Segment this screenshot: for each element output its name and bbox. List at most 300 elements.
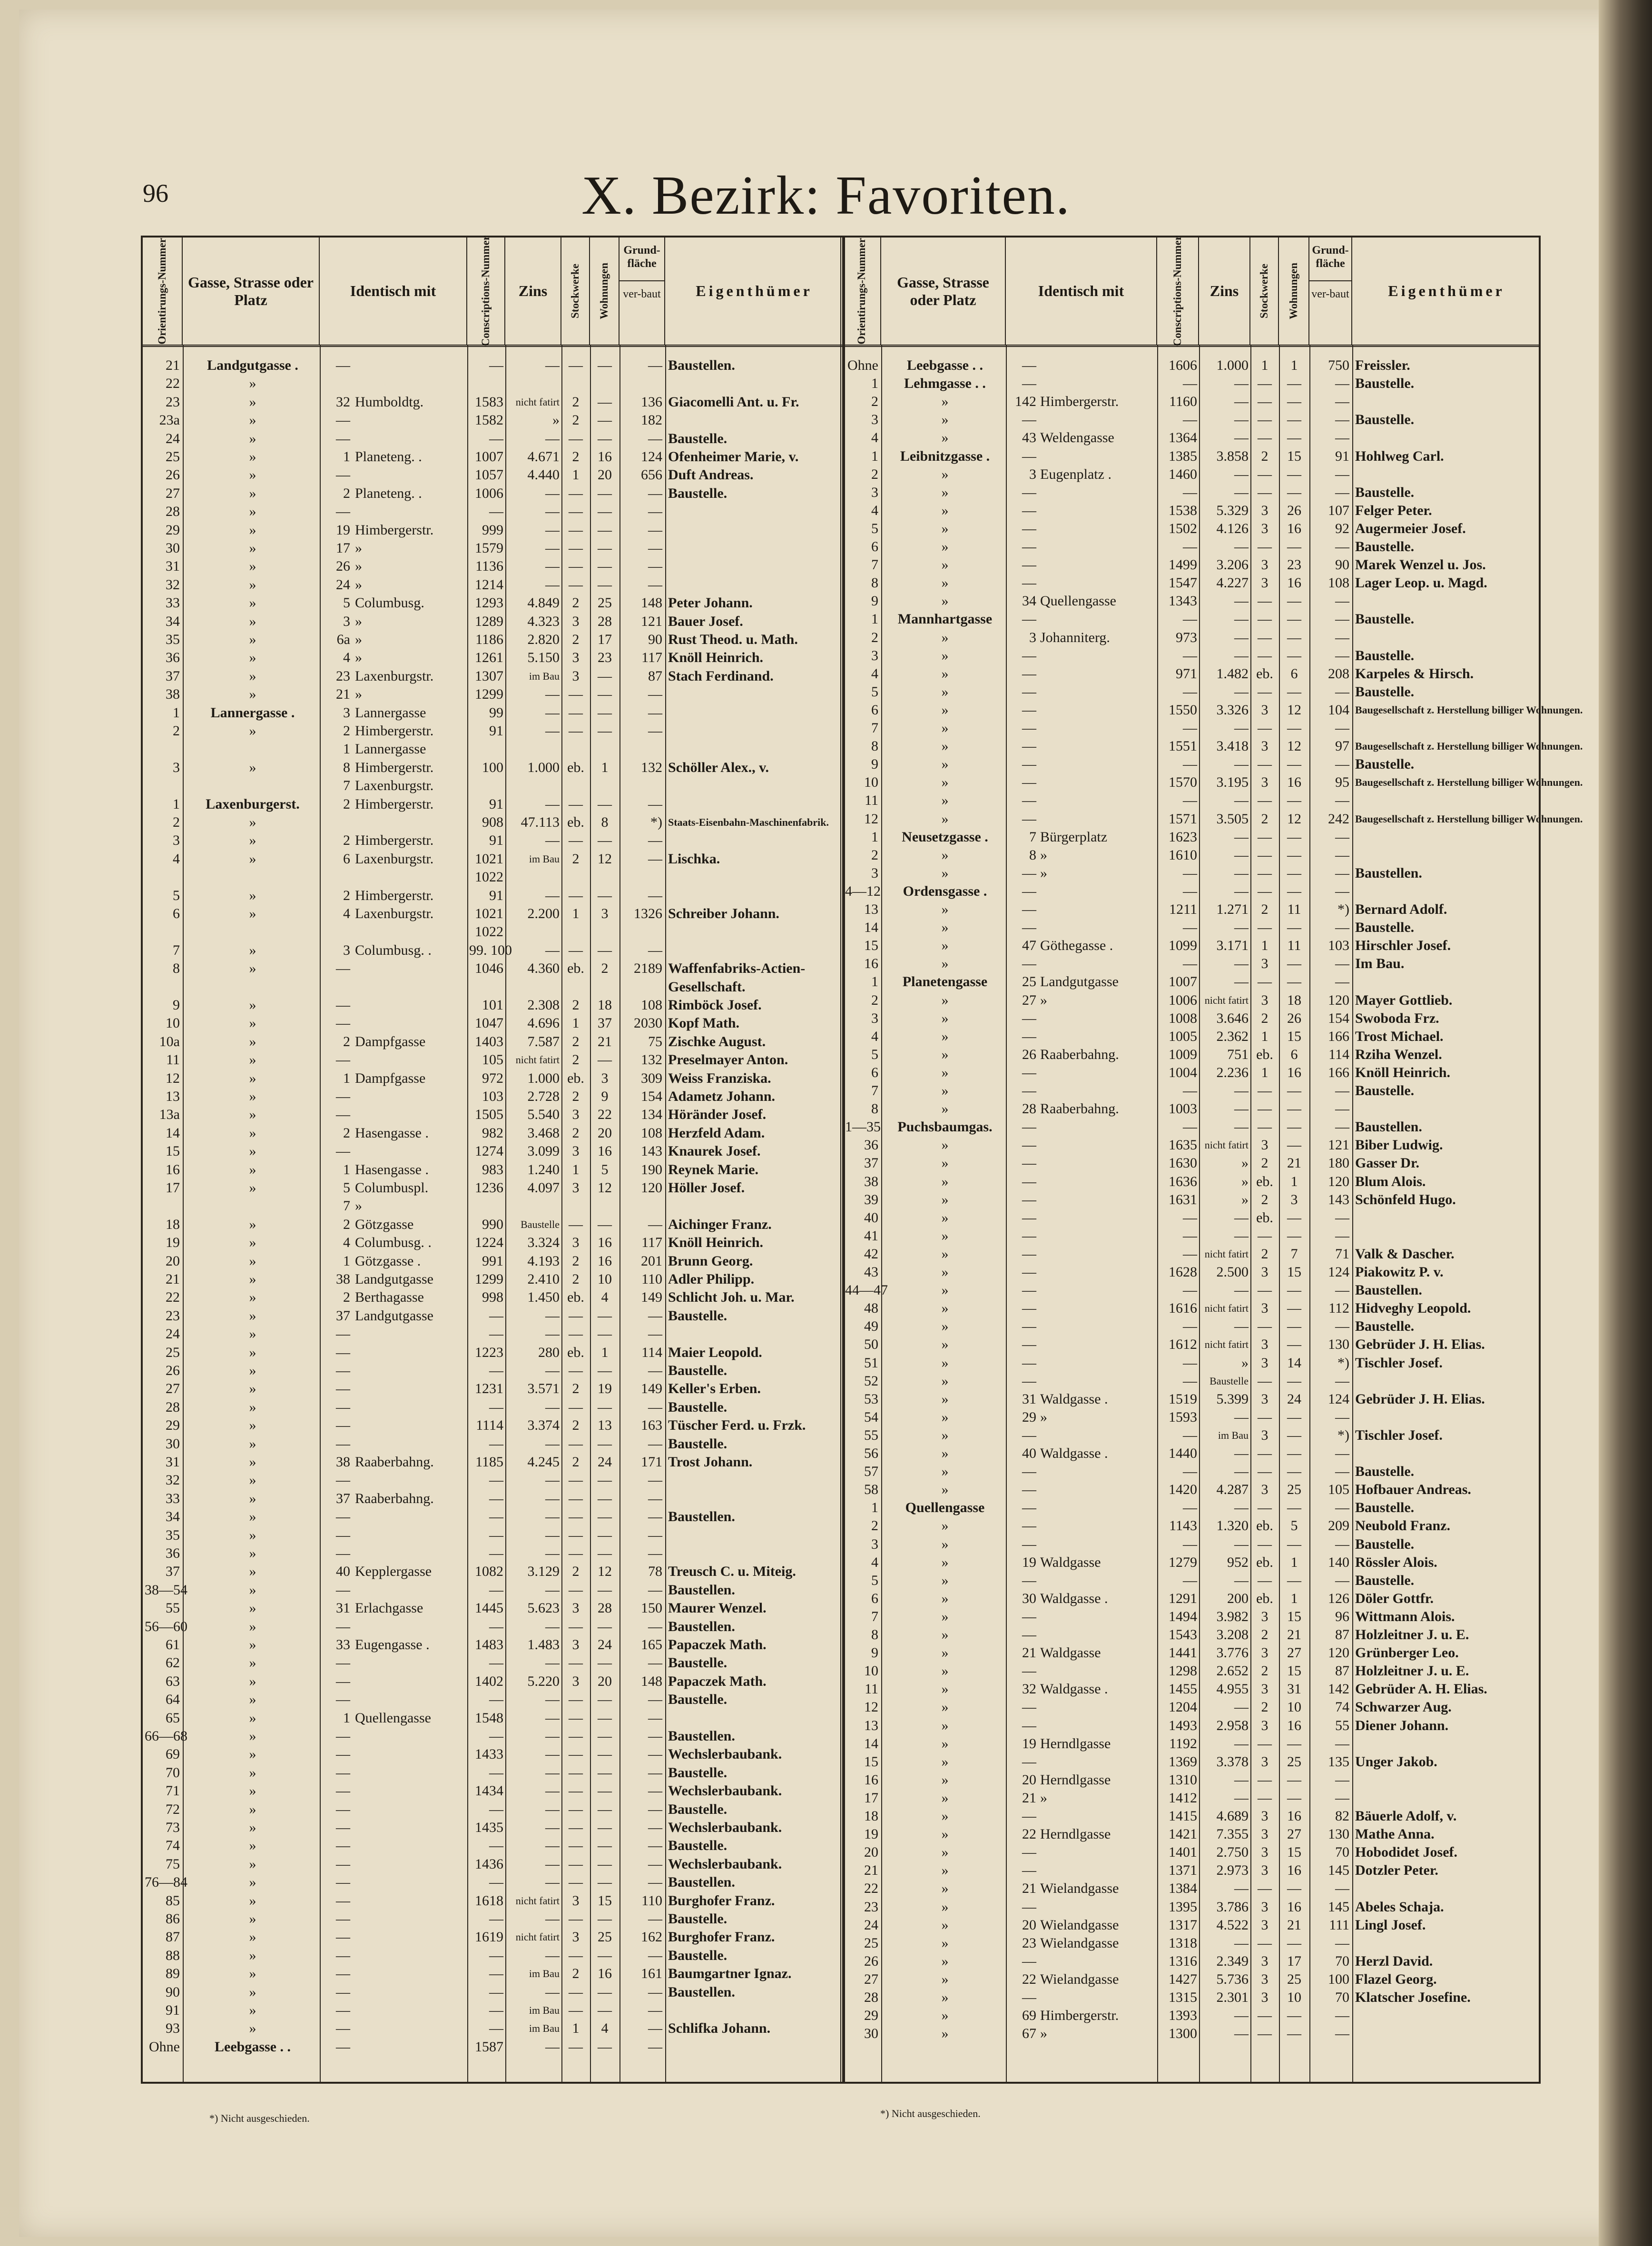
cell-gasse: » <box>941 1880 949 1897</box>
cell-identisch-gasse <box>355 503 465 521</box>
table-row <box>143 1307 843 1325</box>
header-eigenthuemer: Eigenthümer <box>696 282 813 300</box>
table-row <box>143 1581 843 1599</box>
cell-gasse: » <box>941 1427 949 1443</box>
table-row <box>843 1880 1539 1898</box>
cell-zins: im Bau <box>1218 1429 1249 1441</box>
cell-identisch-gasse <box>1040 1861 1155 1880</box>
cell-gasse: » <box>941 1554 949 1570</box>
cell-conscription: 1587 <box>475 2038 503 2055</box>
cell-zins: — <box>1234 1409 1249 1425</box>
cell-orientierung: 10 <box>864 1663 878 1679</box>
cell-zins: nicht fatirt <box>515 1054 560 1066</box>
cell-zins: — <box>545 1820 560 1835</box>
table-row <box>143 759 843 777</box>
table-row <box>843 828 1539 846</box>
cell-identisch-nr: — <box>1022 1083 1036 1098</box>
cell-eigenthuemer <box>668 2038 841 2056</box>
cell-zins: 2.349 <box>1216 1953 1249 1969</box>
cell-conscription: 1493 <box>1169 1717 1197 1733</box>
cell-gasse: » <box>941 1336 949 1353</box>
cell-wohnungen: 23 <box>598 650 612 666</box>
cell-identisch-nr <box>322 868 350 886</box>
cell-gasse: » <box>941 647 949 663</box>
cell-stockwerke: — <box>569 522 583 538</box>
cell-gasse: » <box>249 1490 256 1506</box>
cell-gasse: » <box>249 1655 256 1671</box>
cell-identisch-gasse <box>355 1837 465 1855</box>
cell-stockwerke: — <box>1258 1880 1272 1897</box>
cell-eigenthuemer <box>1355 846 1539 864</box>
cell-gasse: » <box>249 467 256 483</box>
table-row <box>843 1245 1539 1263</box>
cell-eigenthuemer <box>1355 1771 1539 1789</box>
cell-gasse: » <box>249 1307 256 1324</box>
cell-zins: — <box>545 357 560 373</box>
cell-gasse: » <box>941 502 949 518</box>
cell-zins: — <box>1234 2026 1249 2042</box>
cell-orientierung: 31 <box>166 1454 180 1470</box>
cell-stockwerke: 3 <box>1261 1753 1268 1770</box>
cell-orientierung: 9 <box>871 756 878 772</box>
cell-wohnungen: 23 <box>1287 557 1301 573</box>
cell-conscription: — <box>489 1490 503 1506</box>
cell-wohnungen: — <box>1287 394 1301 410</box>
cell-gasse: » <box>249 558 256 574</box>
cell-gasse: » <box>249 2002 256 2018</box>
cell-zins <box>507 923 560 941</box>
cell-zins: im Bau <box>529 2004 560 2016</box>
cell-eigenthuemer: Hohlweg Carl. <box>1355 448 1444 464</box>
cell-identisch-gasse <box>1040 900 1155 919</box>
cell-identisch-gasse: Waldgasse . <box>1040 1391 1108 1407</box>
cell-stockwerke: — <box>569 1801 583 1817</box>
cell-gasse: Lehmgasse . . <box>904 376 986 392</box>
cell-eigenthuemer <box>668 795 841 813</box>
cell-wohnungen: — <box>1287 720 1301 736</box>
cell-gasse: » <box>249 1783 256 1799</box>
cell-identisch-gasse: » <box>355 632 362 647</box>
table-row <box>843 1789 1539 1807</box>
cell-wohnungen <box>590 978 620 996</box>
cell-gasse: » <box>249 887 256 903</box>
cell-conscription: 1445 <box>475 1600 503 1616</box>
cell-identisch-nr: — <box>1022 1010 1036 1026</box>
cell-gasse: » <box>249 1746 256 1762</box>
cell-identisch-nr: 31 <box>1022 1391 1036 1407</box>
cell-grundflaeche: 132 <box>641 1052 662 1068</box>
cell-orientierung: 2 <box>173 723 180 739</box>
cell-zins: — <box>545 686 560 702</box>
cell-zins: — <box>1234 647 1249 663</box>
cell-wohnungen: — <box>1287 920 1301 936</box>
cell-zins: — <box>1234 611 1249 627</box>
cell-zins: — <box>1234 1318 1249 1335</box>
cell-orientierung: 9 <box>871 1645 878 1661</box>
cell-grundflaeche: — <box>1335 394 1349 410</box>
cell-grundflaeche: 161 <box>641 1966 662 1982</box>
cell-conscription: — <box>489 1655 503 1671</box>
cell-identisch-gasse: » <box>355 686 362 702</box>
cell-eigenthuemer <box>668 685 841 703</box>
cell-wohnungen: — <box>598 704 612 721</box>
cell-conscription: 1307 <box>475 668 503 684</box>
cell-grundflaeche: — <box>1335 974 1349 990</box>
cell-stockwerke: 2 <box>572 394 580 410</box>
cell-grundflaeche: — <box>1335 539 1349 554</box>
cell-grundflaeche: — <box>1335 1227 1349 1244</box>
cell-gasse: » <box>249 1472 256 1488</box>
cell-grundflaeche: — <box>648 1947 662 1963</box>
cell-identisch-nr: — <box>336 1143 350 1159</box>
cell-identisch-nr: — <box>1022 1699 1036 1715</box>
cell-stockwerke: 3 <box>572 1929 580 1945</box>
cell-stockwerke: 3 <box>1261 1989 1268 2005</box>
cell-eigenthuemer: Rimböck Josef. <box>668 997 762 1013</box>
cell-identisch-gasse <box>1040 1209 1155 1227</box>
cell-grundflaeche: 149 <box>641 1381 662 1397</box>
cell-wohnungen: — <box>598 1984 612 2000</box>
table-row <box>143 960 843 978</box>
cell-orientierung: 11 <box>865 792 878 809</box>
cell-zins: 7.355 <box>1216 1826 1249 1842</box>
cell-orientierung: 28 <box>166 1399 180 1415</box>
cell-grundflaeche: — <box>648 558 662 574</box>
cell-eigenthuemer <box>1355 1408 1539 1426</box>
cell-orientierung: 1—35 <box>845 1119 881 1135</box>
cell-zins: nicht fatirt <box>515 1894 560 1907</box>
cell-identisch-nr: — <box>1022 557 1036 573</box>
cell-identisch-nr: 6a <box>336 632 350 647</box>
cell-eigenthuemer: Adler Philipp. <box>668 1271 755 1287</box>
cell-gasse: » <box>941 992 949 1008</box>
cell-conscription: 1022 <box>475 869 503 885</box>
cell-zins: 7.587 <box>527 1033 560 1049</box>
cell-conscription: — <box>1183 1500 1197 1516</box>
cell-identisch-nr <box>322 923 350 941</box>
cell-stockwerke: 1 <box>572 2020 580 2037</box>
cell-stockwerke: — <box>569 1984 583 2000</box>
cell-orientierung: 13 <box>864 1717 878 1733</box>
cell-gasse: » <box>941 1101 949 1117</box>
cell-zins: » <box>1241 1191 1249 1207</box>
cell-eigenthuemer <box>1355 1934 1539 1952</box>
cell-wohnungen: — <box>598 796 612 812</box>
cell-zins: nicht fatirt <box>515 1931 560 1943</box>
cell-eigenthuemer: Baustelle. <box>668 1307 728 1324</box>
table-row <box>843 1608 1539 1626</box>
cell-conscription: 908 <box>482 814 503 830</box>
cell-conscription: 1369 <box>1169 1753 1197 1770</box>
cell-zins: 5.220 <box>527 1673 560 1689</box>
cell-identisch-nr: — <box>1022 774 1036 791</box>
cell-stockwerke: — <box>1258 539 1272 554</box>
cell-gasse: » <box>941 756 949 772</box>
cell-zins: 3.195 <box>1216 774 1249 791</box>
cell-stockwerke: — <box>569 1490 583 1506</box>
cell-conscription: — <box>1183 792 1197 809</box>
cell-identisch-nr: — <box>336 1783 350 1799</box>
cell-conscription: — <box>489 1984 503 2000</box>
table-row <box>143 941 843 960</box>
cell-conscription: 1214 <box>475 576 503 593</box>
cell-wohnungen: 14 <box>1287 1355 1301 1371</box>
cell-identisch-nr: 3 <box>1029 629 1036 645</box>
cell-eigenthuemer: Baustelle. <box>1355 611 1415 627</box>
cell-wohnungen: — <box>598 1783 612 1799</box>
cell-conscription: 1186 <box>475 632 503 647</box>
cell-zins: 3.858 <box>1216 448 1249 464</box>
table-row <box>843 900 1539 919</box>
cell-eigenthuemer <box>1355 629 1539 647</box>
cell-gasse: » <box>249 1107 256 1123</box>
cell-eigenthuemer: Wittmann Alois. <box>1355 1608 1455 1624</box>
table-row <box>143 1362 843 1380</box>
cell-gasse: » <box>941 792 949 809</box>
cell-gasse: » <box>941 811 949 827</box>
cell-identisch-gasse: Wielandgasse <box>1040 1971 1119 1987</box>
cell-zins: — <box>1234 883 1249 899</box>
cell-orientierung: 13 <box>864 901 878 917</box>
cell-conscription: — <box>489 1801 503 1817</box>
cell-grundflaeche: 124 <box>641 449 662 465</box>
table-row <box>143 1051 843 1069</box>
cell-stockwerke: 2 <box>1261 811 1268 827</box>
cell-grundflaeche: 190 <box>641 1161 662 1177</box>
cell-grundflaeche: — <box>648 1764 662 1781</box>
cell-zins: — <box>1234 376 1249 392</box>
cell-eigenthuemer: Baustellen. <box>1355 1282 1422 1298</box>
cell-grundflaeche: — <box>648 796 662 812</box>
cell-zins: — <box>545 485 560 501</box>
cell-orientierung: 19 <box>166 1235 180 1251</box>
cell-gasse: » <box>941 466 949 482</box>
cell-zins: — <box>1234 756 1249 772</box>
table-row <box>843 1626 1539 1644</box>
cell-eigenthuemer: Baustelle. <box>1355 1318 1415 1335</box>
cell-wohnungen: 17 <box>1287 1953 1301 1969</box>
cell-identisch-nr: 47 <box>1022 938 1036 954</box>
cell-identisch-nr: — <box>1022 376 1036 392</box>
cell-eigenthuemer: Wechslerbaubank. <box>668 1746 782 1762</box>
cell-identisch-gasse <box>1040 1426 1155 1445</box>
cell-eigenthuemer: Baustellen. <box>668 1618 735 1634</box>
cell-wohnungen: — <box>1287 1572 1301 1588</box>
cell-gasse: » <box>249 1070 256 1086</box>
cell-conscription: 1606 <box>1169 357 1197 373</box>
cell-zins <box>507 740 560 758</box>
cell-gasse: » <box>941 1300 949 1316</box>
cell-wohnungen: 16 <box>598 449 612 465</box>
cell-wohnungen: — <box>1287 1880 1301 1897</box>
table-row <box>143 1837 843 1855</box>
table-row <box>143 777 843 795</box>
cell-stockwerke: — <box>1258 865 1272 881</box>
header-wohnungen: Wohnungen <box>1279 237 1309 345</box>
cell-wohnungen <box>590 923 620 941</box>
cell-stockwerke: — <box>569 1874 583 1890</box>
cell-eigenthuemer <box>1355 828 1539 846</box>
cell-grundflaeche: 95 <box>1335 774 1349 791</box>
cell-gasse: » <box>941 720 949 736</box>
table-row <box>843 973 1539 991</box>
cell-zins: — <box>1234 829 1249 845</box>
header-conscription: Conscriptions-Nummer <box>1157 237 1199 345</box>
cell-wohnungen: — <box>1287 1373 1301 1389</box>
cell-identisch-gasse <box>355 430 465 448</box>
cell-identisch-gasse <box>355 466 465 484</box>
cell-zins: 4.849 <box>527 595 560 611</box>
cell-identisch-gasse <box>1040 1263 1155 1281</box>
cell-conscription: — <box>1183 611 1197 627</box>
cell-zins: — <box>1234 629 1249 645</box>
cell-conscription: 1160 <box>1169 394 1197 410</box>
cell-orientierung: 7 <box>871 1083 878 1098</box>
cell-orientierung: 3 <box>173 759 180 775</box>
cell-zins: 1.482 <box>1216 665 1249 682</box>
cell-grundflaeche: 108 <box>641 1125 662 1141</box>
cell-zins: 4.227 <box>1216 575 1249 591</box>
cell-identisch-gasse <box>355 1892 465 1910</box>
cell-orientierung: 4 <box>871 502 878 518</box>
cell-identisch-gasse <box>1040 1082 1155 1100</box>
table-row <box>143 813 843 831</box>
cell-identisch-nr: — <box>336 412 350 428</box>
cell-identisch-nr: — <box>1022 1028 1036 1044</box>
cell-zins: — <box>545 1545 560 1561</box>
cell-stockwerke: 3 <box>1261 1717 1268 1733</box>
cell-identisch-gasse <box>355 356 465 375</box>
cell-grundflaeche: 70 <box>1335 1989 1349 2005</box>
cell-stockwerke: — <box>1258 1227 1272 1244</box>
cell-identisch-nr: — <box>336 1728 350 1744</box>
cell-conscription: — <box>1183 1536 1197 1552</box>
table-row <box>843 1989 1539 2007</box>
cell-identisch-gasse <box>1040 1717 1155 1735</box>
cell-eigenthuemer: Baustelle. <box>1355 1572 1415 1588</box>
cell-identisch-gasse: Columbusg. . <box>355 942 432 958</box>
cell-orientierung: 33 <box>166 595 180 611</box>
cell-wohnungen: — <box>598 2002 612 2018</box>
cell-grundflaeche: 1326 <box>634 906 662 921</box>
cell-gasse: » <box>941 1373 949 1389</box>
cell-orientierung: 36 <box>166 650 180 666</box>
cell-conscription: — <box>489 1947 503 1963</box>
cell-stockwerke: — <box>569 1820 583 1835</box>
cell-stockwerke: 3 <box>1261 1899 1268 1915</box>
cell-identisch-gasse <box>1040 1481 1155 1499</box>
table-row <box>143 1508 843 1526</box>
cell-conscription: 1261 <box>475 650 503 666</box>
cell-stockwerke: — <box>1258 430 1272 446</box>
cell-stockwerke: 1 <box>572 906 580 921</box>
table-row <box>843 1281 1539 1299</box>
cell-identisch-nr: — <box>1022 1318 1036 1335</box>
cell-identisch-nr: — <box>1022 1137 1036 1153</box>
cell-conscription: 1435 <box>475 1820 503 1835</box>
cell-identisch-nr: 3 <box>343 942 350 958</box>
cell-grundflaeche: 209 <box>1328 1518 1349 1534</box>
cell-gasse: » <box>249 1820 256 1835</box>
table-row <box>843 1046 1539 1064</box>
cell-zins: 2.301 <box>1216 1989 1249 2005</box>
cell-conscription: 1021 <box>475 851 503 867</box>
cell-gasse: » <box>941 1246 949 1262</box>
cell-identisch-gasse <box>355 1873 465 1891</box>
cell-eigenthuemer: Schwarzer Aug. <box>1355 1699 1452 1715</box>
cell-eigenthuemer: Brunn Georg. <box>668 1253 753 1269</box>
cell-stockwerke: — <box>1258 756 1272 772</box>
table-row <box>143 1672 843 1691</box>
cell-gasse <box>188 1197 317 1215</box>
cell-identisch-gasse <box>355 1508 465 1526</box>
cell-zins: — <box>545 2038 560 2055</box>
cell-gasse: » <box>249 1088 256 1104</box>
cell-stockwerke: 3 <box>1261 575 1268 591</box>
cell-conscription <box>469 777 503 795</box>
cell-eigenthuemer: Baustelle. <box>668 1947 728 1963</box>
cell-orientierung: 52 <box>864 1373 878 1389</box>
register-table-right <box>840 236 1583 2084</box>
cell-eigenthuemer: Hirschler Josef. <box>1355 938 1451 954</box>
cell-identisch-gasse: Dampfgasse <box>355 1033 426 1049</box>
cell-wohnungen: — <box>1287 1500 1301 1516</box>
cell-identisch-nr: 38 <box>336 1271 350 1287</box>
cell-zins: 1.240 <box>527 1161 560 1177</box>
cell-zins: 4.097 <box>527 1180 560 1196</box>
cell-identisch-gasse <box>355 375 465 393</box>
cell-orientierung <box>145 740 180 758</box>
table-row <box>843 1426 1539 1445</box>
cell-orientierung: 15 <box>864 938 878 954</box>
cell-grundflaeche: — <box>1335 376 1349 392</box>
table-row <box>843 1572 1539 1590</box>
cell-gasse: » <box>941 1227 949 1244</box>
cell-orientierung: 7 <box>871 1608 878 1624</box>
cell-conscription <box>469 1197 503 1215</box>
cell-orientierung: 75 <box>166 1856 180 1872</box>
cell-identisch-nr: — <box>1022 1989 1036 2005</box>
cell-orientierung: 17 <box>864 1790 878 1806</box>
header-stockwerke: Stockwerke <box>561 237 590 345</box>
cell-wohnungen: 15 <box>1287 1028 1301 1044</box>
cell-wohnungen: 1 <box>1290 1173 1298 1189</box>
cell-grundflaeche: — <box>1335 629 1349 645</box>
table-row <box>843 1517 1539 1535</box>
cell-identisch-nr: 33 <box>336 1637 350 1652</box>
cell-eigenthuemer: Baustelle. <box>668 1655 728 1671</box>
cell-stockwerke: 1 <box>1261 1064 1268 1080</box>
cell-conscription: 1082 <box>475 1563 503 1580</box>
cell-identisch-gasse: Columbuspl. <box>355 1180 429 1196</box>
cell-zins: — <box>1234 1119 1249 1135</box>
cell-orientierung: 26 <box>166 467 180 483</box>
cell-gasse: » <box>941 920 949 936</box>
cell-eigenthuemer: Baustelle. <box>668 1363 728 1378</box>
cell-conscription: 1582 <box>475 412 503 428</box>
cell-zins: 4.245 <box>527 1454 560 1470</box>
cell-identisch-nr: — <box>1022 720 1036 736</box>
page-title: X. Bezirk: Favoriten. <box>581 165 1071 226</box>
cell-conscription <box>469 978 503 996</box>
cell-orientierung: 21 <box>166 357 180 373</box>
cell-gasse: » <box>941 629 949 645</box>
cell-grundflaeche: 154 <box>641 1088 662 1104</box>
table-row <box>143 2001 843 2019</box>
cell-grundflaeche: — <box>1335 2008 1349 2024</box>
cell-wohnungen: — <box>598 504 612 520</box>
header-identisch: Identisch mit <box>1006 237 1157 345</box>
